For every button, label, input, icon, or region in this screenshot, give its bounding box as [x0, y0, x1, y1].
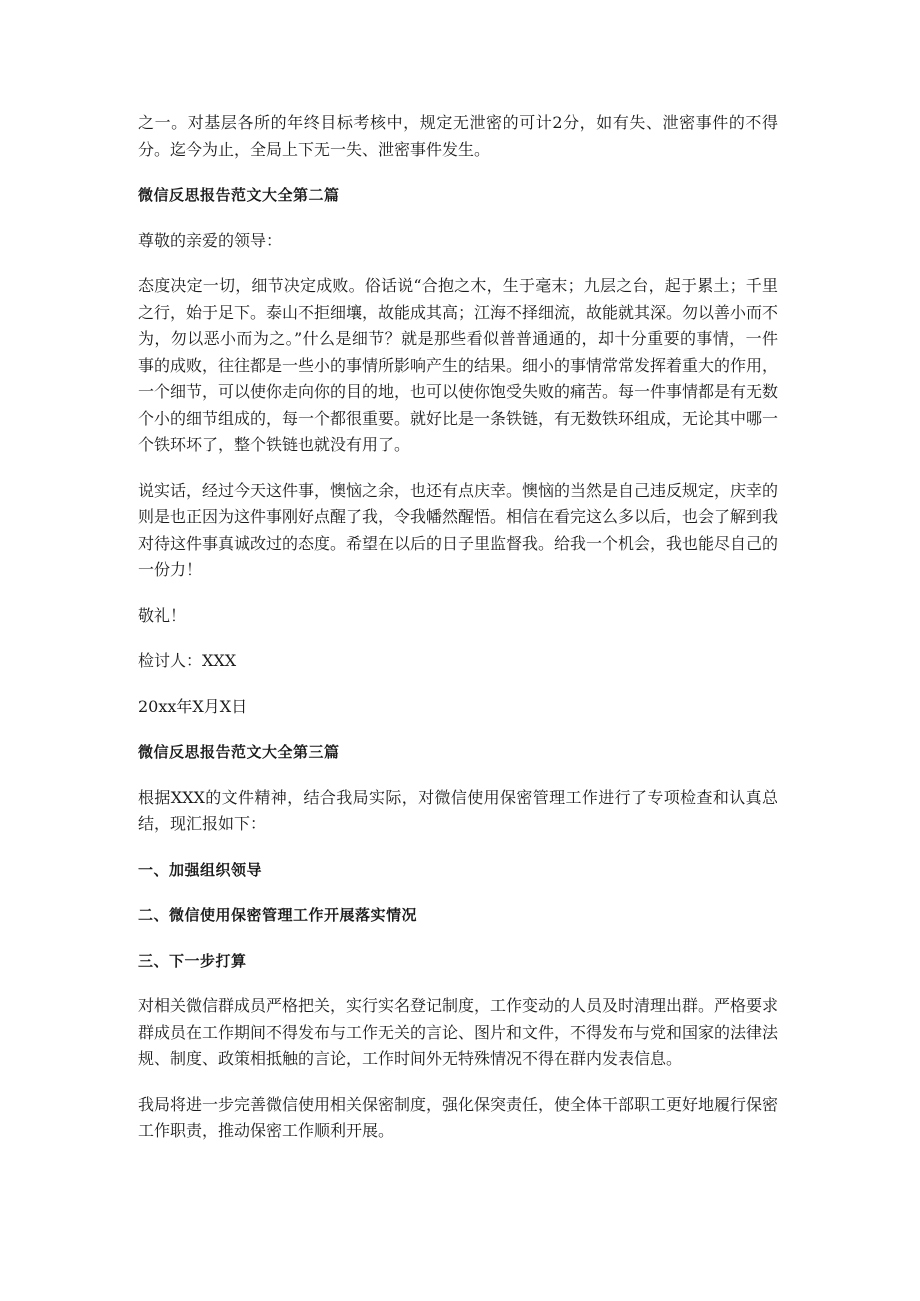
closing-salute: 敬礼！	[138, 605, 187, 625]
paragraph-details-matter: 态度决定一切，细节决定成败。俗话说“合抱之木，生于毫末；九层之台，起于累土；千里之行，始于足下。泰山不拒细壤，故能成其高；江海不择细流，故能就其深。勿以善小而不为，勿以恶小而为之。”什么是细节？就是那些看似普普通通的，却十分重要的事情，一件事的成败，往往都是一些小的事情所影响产生的结果。细小的事情常常发挥着重大的作用，一个细节，可以使你走向你的目的地，也可以使你饱受失败的痛苦。每一件事情都是有无数个小的细节组成的，每一个都很重要。就好比是一条铁链，有无数铁环组成，无论其中哪一个铁环坏了，整个铁链也就没有用了。	[138, 276, 779, 454]
date-line: 20xx年X月X日	[138, 696, 248, 716]
subheading-organization: 一、加强组织领导	[138, 860, 263, 879]
paragraph-report-intro: 根据XXX的文件精神，结合我局实际，对微信使用保密管理工作进行了专项检查和认真总结，现汇报如下：	[138, 787, 778, 833]
paragraph-intro-continuation: 之一。对基层各所的年终目标考核中，规定无泄密的可计2分，如有失、泄密事件的不得分。迄今为止，全局上下无一失、泄密事件发生。	[138, 113, 778, 159]
paragraph-group-rules: 对相关微信群成员严格把关，实行实名登记制度，工作变动的人员及时清理出群。严格要求群成员在工作期间不得发布与工作无关的言论、图片和文件，不得发布与党和国家的法律法规、制度、政策相抵触的言论，工作时间外无特殊情况不得在群内发表信息。	[138, 996, 779, 1068]
subheading-implementation: 二、微信使用保密管理工作开展落实情况	[138, 906, 418, 924]
document-page	[138, 110, 778, 1164]
paragraph-reflection: 说实话，经过今天这件事，懊恼之余，也还有点庆幸。懊恼的当然是自己违反规定，庆幸的则是也正因为这件事刚好点醒了我，令我幡然醒悟。相信在看完这么多以后，也会了解到我对待这件事真诚改过的态度。希望在以后的日子里监督我。给我一个机会，我也能尽自己的一份力！	[138, 480, 779, 579]
signature-line: 检讨人：XXX	[138, 651, 237, 670]
section-heading-second-article: 微信反思报告范文大全第二篇	[138, 186, 340, 204]
salutation: 尊敬的亲爱的领导：	[138, 230, 283, 250]
subheading-next-steps: 三、下一步打算	[138, 951, 247, 970]
paragraph-conclusion: 我局将进一步完善微信使用相关保密制度，强化保突责任，使全体干部职工更好地履行保密工作职责，推动保密工作顺利开展。	[138, 1094, 779, 1140]
section-heading-third-article: 微信反思报告范文大全第三篇	[138, 743, 340, 761]
